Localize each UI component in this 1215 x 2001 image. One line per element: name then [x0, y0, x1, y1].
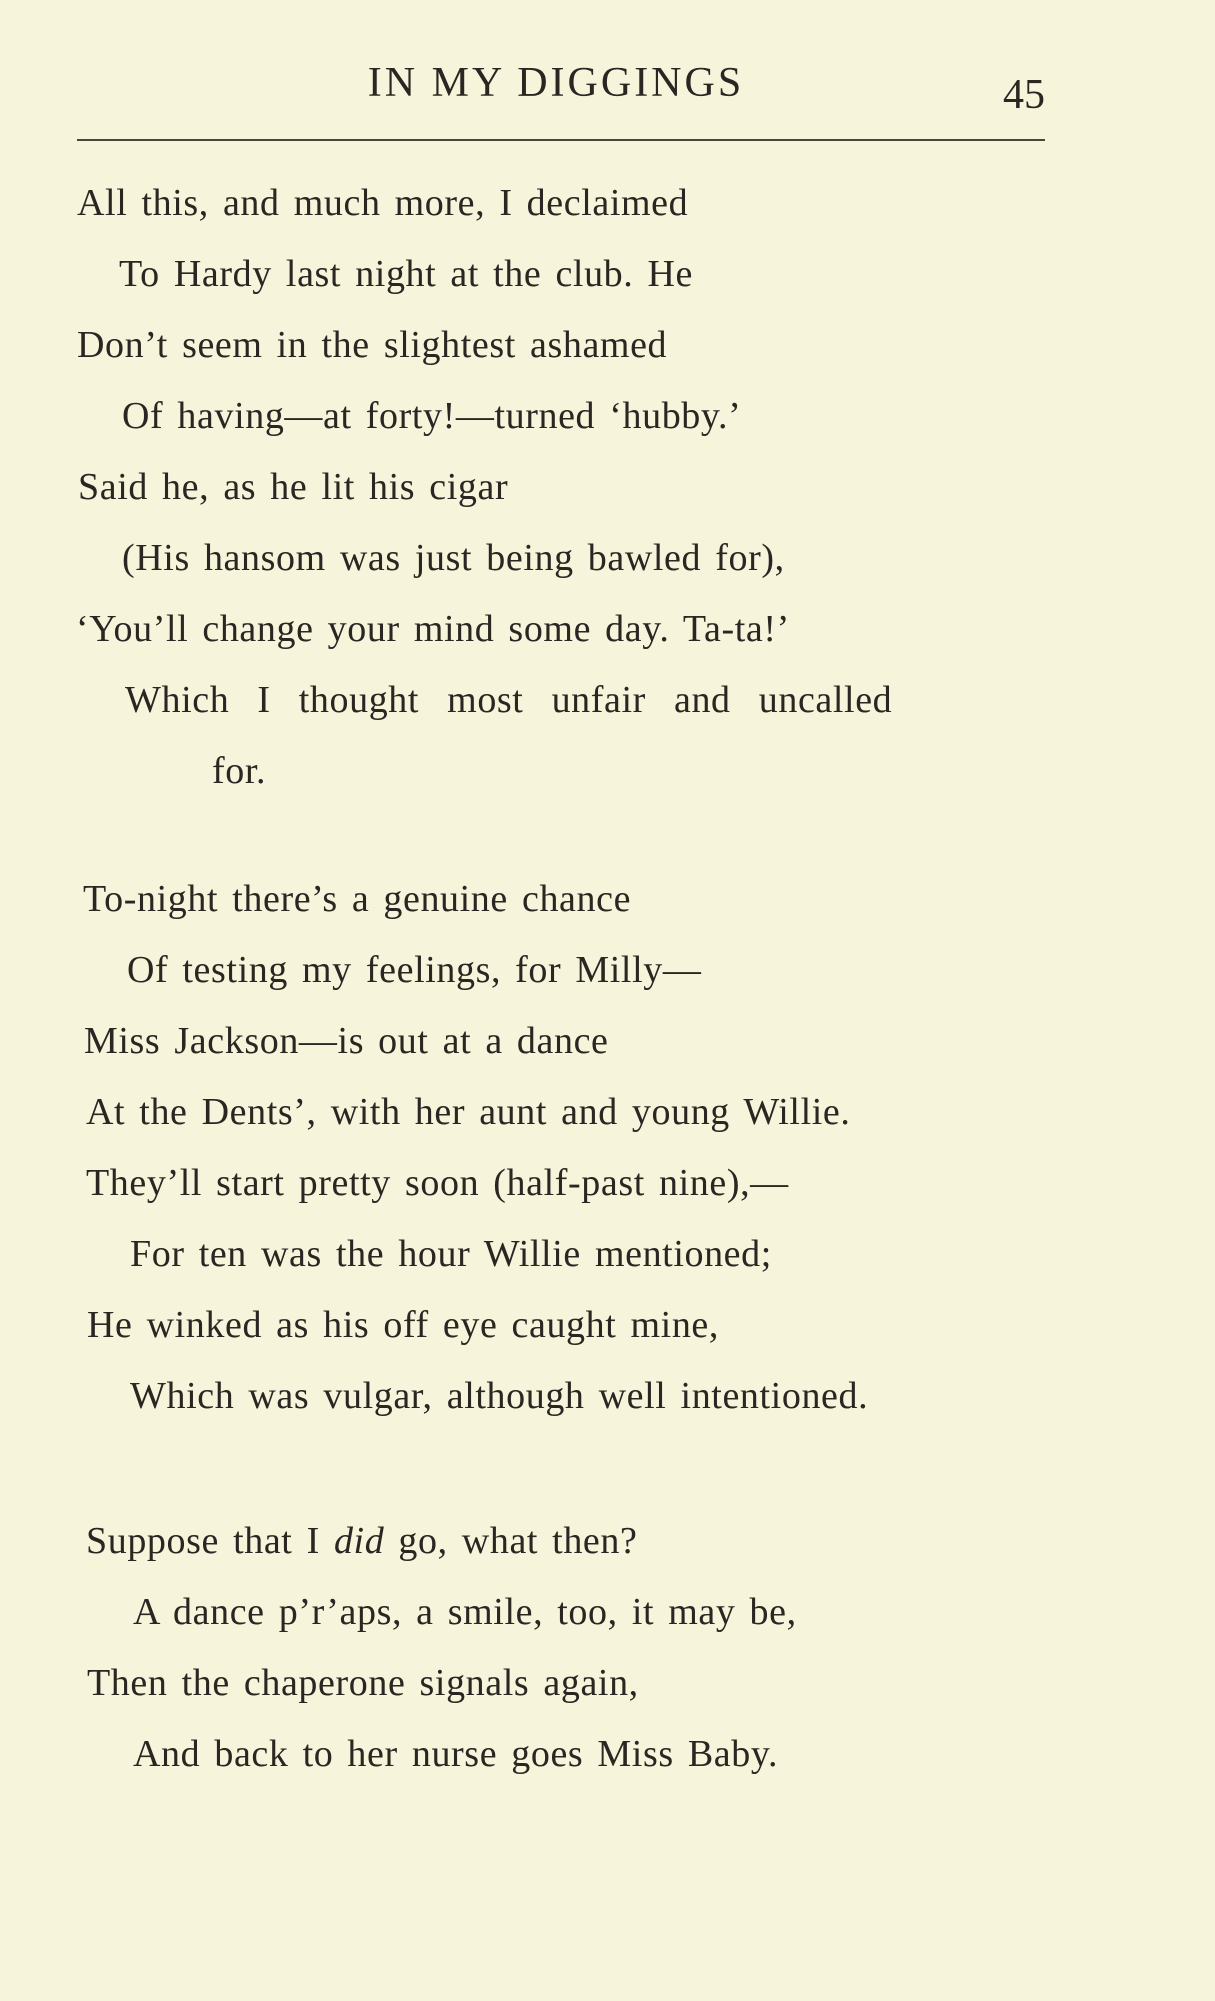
verse-line: Of testing my feelings, for Milly— [127, 949, 702, 991]
verse-line: They’ll start pretty soon (half-past nine),— [86, 1162, 789, 1204]
verse-line: And back to her nurse goes Miss Baby. [133, 1733, 779, 1775]
verse-line: Suppose that I did go, what then? [86, 1520, 638, 1562]
verse-line: A dance p’r’aps, a smile, too, it may be, [133, 1591, 797, 1633]
verse-line: Which was vulgar, although well intentioned. [130, 1375, 869, 1417]
emphasized-word: did [333, 1520, 385, 1562]
verse-line: (His hansom was just being bawled for), [122, 537, 785, 579]
header-rule [77, 139, 1045, 141]
verse-line: Miss Jackson—is out at a dance [84, 1020, 609, 1062]
running-head [77, 56, 1045, 116]
verse-line: At the Dents’, with her aunt and young Willie. [86, 1091, 851, 1133]
verse-line: He winked as his off eye caught mine, [87, 1304, 720, 1346]
verse-line: Don’t seem in the slightest ashamed [77, 324, 668, 366]
verse-line: For ten was the hour Willie mentioned; [130, 1233, 772, 1275]
verse-line: To Hardy last night at the club. He [119, 253, 693, 295]
verse-line: Said he, as he lit his cigar [78, 466, 509, 508]
verse-line: for. [212, 750, 267, 792]
verse-line: To-night there’s a genuine chance [83, 878, 632, 920]
verse-line: Then the chaperone signals again, [87, 1662, 639, 1704]
page-number: 45 [1003, 72, 1045, 118]
running-title: IN MY DIGGINGS [367, 60, 745, 106]
verse-line: ‘You’ll change your mind some day. Ta-ta!’ [76, 608, 790, 650]
verse-line: All this, and much more, I declaimed [77, 182, 689, 224]
verse-line: Of having—at forty!—turned ‘hubby.’ [122, 395, 742, 437]
verse-line: Which I thought most unfair and uncalled [125, 679, 893, 721]
